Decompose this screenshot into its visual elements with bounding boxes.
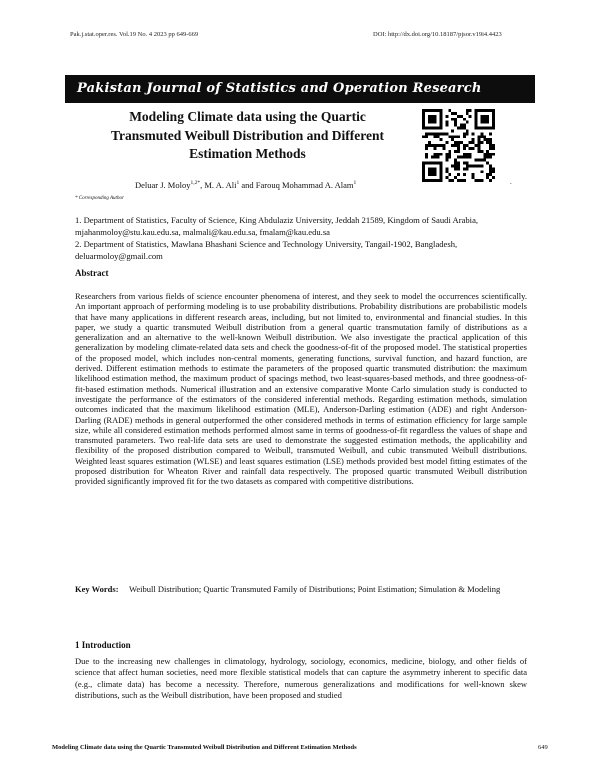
qr-code-icon [422,109,495,182]
keywords-text: Weibull Distribution; Quartic Transmuted Family of Distributions; Point Estimation; Simulation & Modeling [129,584,501,594]
affiliation-2: 2. Department of Statistics, Mawlana Bhashani Science and Technology University, Tangail-1902, Bangladesh, deluarmoloy@gmail.com [75,239,458,261]
author-2-affiliation: 1 [236,180,240,187]
author-1: Deluar J. Moloy [135,180,191,190]
abstract-body: Researchers from various fields of science encounter phenomena of interest, and they seek to model the occurrences scientifically. An important approach of performing modeling is to use probability distributions. Probability distributions are probabilistic models that have many applications in different research areas, including, but not limited to, environmental and financial studies. In this paper, we study a quartic transmuted Weibull distribution from a general quartic transmutation family of distributions as a generalization and an alternative to the well-known Weibull distribution. We also investigate the practical application of this generalization by modeling climate-related data sets and check the goodness-of-fit of the proposed model. The statistical properties of the proposed model, which includes non-central moments, generating functions, survival function, and hazard function, are derived. Different estimation methods to estimate the parameters of the proposed quartic transmuted distribution: the maximum likelihood estimation method, the maximum product of spacings method, two least-squares-based methods, and three goodness-of-fit-based estimation methods. Numerical illustration and an extensive comparative Monte Carlo simulation study is conducted to investigate the performance of the estimators of the considered inferential methods. Regarding estimation methods, simulation outcomes indicated that the maximum likelihood estimation (MLE), Anderson-Darling estimation (ADE) and right Anderson-Darling (RADE) methods in general outperformed the other considered methods in terms of estimation efficiency for large sample size, while all considered estimation methods performed almost same in terms of goodness-of-fit regardless the values of shape and transmuted parameters. Two real-life data sets are used to demonstrate the suggested estimation methods, the applicability and flexibility of the proposed distribution compared to Weibull, transmuted Weibull, and cubic transmuted Weibull distributions. Weighted least squares estimation (WLSE) and least squares estimation (LSE) methods provided best model fitting estimates of the proposed distribution for Wheaton River and rainfall data respectively. The proposed quartic transmuted Weibull distribution provided significantly improved fit for the two datasets as compared with competitive distributions. [75,291,527,487]
author-list [135,180,356,190]
introduction-body: Due to the increasing new challenges in climatology, hydrology, sociology, economics, medicine, biology, and other fields of science that affect human societies, need more flexible statistical models that can capture the asymmetry inherent to specific data (e.g., climate data) has become a necessity. Therefore, numerous generalizations and modifications for well-known skew distributions, such as the Weibull distribution, have been proposed and studied [75,656,527,700]
margin-mark: . [510,178,512,186]
author-3: and Farouq Mohammad A. Alam [239,180,354,190]
abstract-heading: Abstract [75,268,109,278]
paper-title [100,108,395,164]
page-number: 649 [538,744,548,751]
title-line-2: Transmuted Weibull Distribution and Different [110,127,385,143]
title-line-3: Estimation Methods [189,146,306,161]
journal-banner: Pakistan Journal of Statistics and Operation Research [65,75,535,103]
keywords-label: Key Words: [75,584,119,594]
journal-reference: Pak.j.stat.oper.res. Vol.19 No. 4 2023 pp 649-669 [70,31,199,38]
running-title: Modeling Climate data using the Quartic Transmuted Weibull Distribution and Different Estimation Methods [52,744,357,751]
author-3-affiliation: 1 [353,180,357,187]
corresponding-author-note: * Corresponding Author [75,196,124,201]
title-line-1: Modeling Climate data using the Quartic [129,109,366,124]
author-2: , M. A. Ali [200,180,237,190]
introduction-heading: 1 Introduction [75,640,131,650]
affiliation-1: 1. Department of Statistics, Faculty of Science, King Abdulaziz University, Jeddah 21589, Kingdom of Saudi Arabia, mjahanmoloy@stu.kau.edu.sa, malmali@kau.edu.sa, fmalam@kau.edu.sa [75,215,479,237]
author-1-affiliation: 1,2* [190,180,201,187]
doi-link[interactable]: DOI: http://dx.doi.org/10.18187/pjsor.v19i4.4423 [373,31,502,38]
